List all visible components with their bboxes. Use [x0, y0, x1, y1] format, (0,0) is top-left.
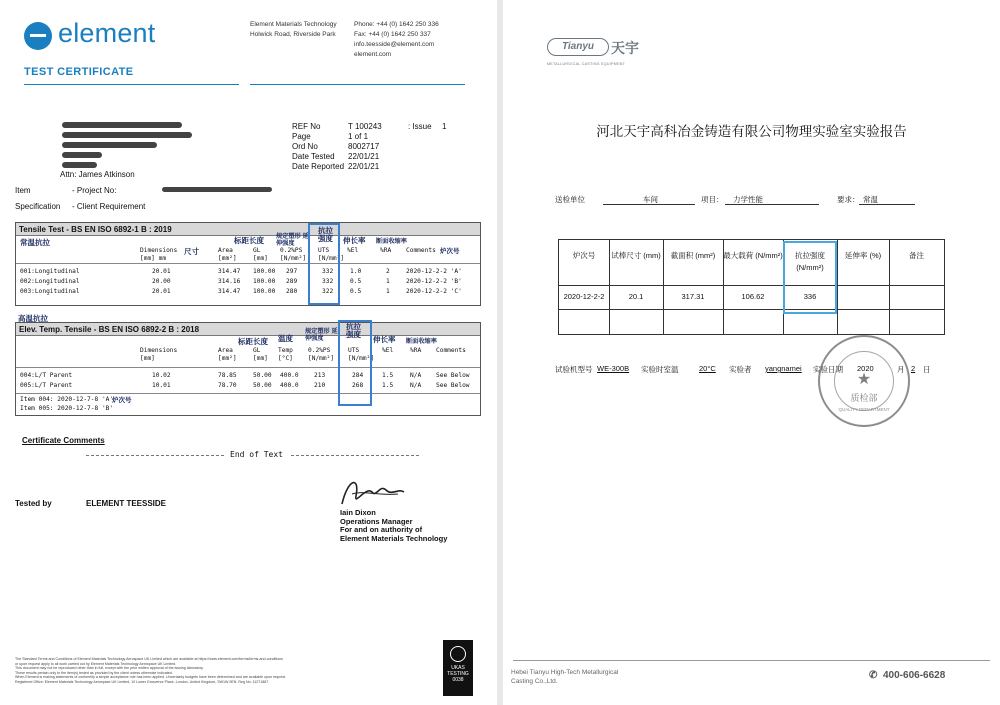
- table-header: 最大载荷 (N/mm²): [723, 251, 783, 260]
- table-cell: 314.47: [218, 268, 241, 275]
- table-cell: 297: [286, 268, 298, 275]
- phone-icon: ✆: [869, 670, 878, 681]
- tianyu-footer-phone: 400-606-6628: [883, 670, 946, 681]
- address-line: Element Materials Technology: [250, 21, 337, 28]
- ukas-text: TESTING: [447, 671, 469, 677]
- table-cell: 317.31: [681, 292, 705, 301]
- ref-label: Date Tested: [292, 152, 335, 161]
- column-header: 0.2%PS: [308, 347, 331, 354]
- stamp-text: 质检部: [850, 393, 878, 403]
- column-unit: [mm]: [140, 355, 155, 362]
- spec-value: - Client Requirement: [72, 202, 146, 211]
- end-of-text: End of Text: [224, 450, 289, 459]
- stamp-text: QUALITY DEPARTMENT: [838, 407, 890, 412]
- signatory-line: For and on authority of: [340, 525, 423, 534]
- cjk-header: 抗拉 强度: [346, 322, 361, 339]
- table-cell: 322: [322, 288, 334, 295]
- sender-value: 车间: [643, 195, 658, 204]
- table-cell: 20.01: [152, 268, 171, 275]
- signatory-line: Operations Manager: [340, 516, 413, 526]
- sender-label: 送检单位: [555, 195, 585, 204]
- table-cell: 210: [314, 382, 326, 389]
- table-cell: 100.00: [253, 288, 276, 295]
- footer-line: or upon request apply to all work carried out by Element Materials Technology Aerospace UK Limited.: [15, 661, 177, 666]
- contact-line: Fax: +44 (0) 1642 250 337: [354, 31, 431, 38]
- ref-values: [348, 122, 382, 172]
- company-contact: [354, 20, 439, 60]
- project-value: 力学性能: [733, 195, 763, 204]
- table-cell: N/A: [410, 382, 422, 389]
- issue-value: 1: [442, 122, 447, 131]
- redacted-project: [162, 187, 272, 192]
- tested-by-value: ELEMENT TEESSIDE: [86, 499, 167, 508]
- table-cell: 2: [386, 268, 390, 275]
- item-note: Item 004: 2020-12-7-8 'A': [20, 396, 114, 403]
- column-header: Dimensions: [140, 347, 178, 354]
- report-title: 河北天宇高科冶金铸造有限公司物理实验室实验报告: [596, 124, 907, 139]
- table-cell: 001:Longitudinal: [20, 268, 80, 275]
- ref-label: Page: [292, 132, 311, 141]
- table-cell: 400.0: [280, 372, 299, 379]
- temp-value: 20°C: [699, 364, 716, 373]
- signatory-line: Iain Dixon: [340, 508, 376, 517]
- certificate-title: TEST CERTIFICATE: [24, 66, 134, 78]
- table-cell: 2020-12-2-2 'C': [406, 288, 462, 295]
- redacted-address: [62, 122, 202, 168]
- ref-value: 1 of 1: [348, 132, 369, 141]
- ref-labels: [292, 122, 344, 172]
- column-header: Comments: [436, 347, 466, 354]
- column-header: Temp: [278, 347, 293, 354]
- cjk-header: 规定塑形 延伸强度: [276, 233, 309, 247]
- tester-value: yangnamei: [765, 364, 802, 373]
- element-test-certificate: [0, 0, 497, 705]
- table-cell: 1.0: [350, 268, 362, 275]
- date-value: 2020: [857, 364, 874, 373]
- address-line: Holwick Road, Riverside Park: [250, 31, 336, 38]
- tensile-table: [15, 222, 481, 306]
- attn: Attn: James Atkinson: [60, 170, 135, 179]
- table-cell: 1.5: [382, 372, 394, 379]
- column-unit: [mm²]: [218, 255, 237, 262]
- cjk-note: 炉次号: [112, 397, 132, 404]
- date-day: 2: [911, 364, 916, 373]
- table-cell: 0.5: [350, 278, 362, 285]
- element-logo-text: element: [58, 18, 156, 48]
- cjk-header: 温度: [278, 334, 293, 343]
- cjk-header: 伸长率: [373, 335, 396, 344]
- table-cell: 314.47: [218, 288, 241, 295]
- table-cell: 005:L/T Parent: [20, 382, 73, 389]
- elevated-temp-table: [15, 322, 481, 416]
- table-cell: 268: [352, 382, 364, 389]
- table-cell: 78.70: [218, 382, 237, 389]
- column-unit: [mm²]: [218, 355, 237, 362]
- signatory-line: Element Materials Technology: [340, 533, 448, 543]
- footer-line: When Element is making statements of conformity a simple acceptance rule has been applied. Uncertainty budgets have been determined and are available upon request.: [15, 675, 287, 680]
- column-header: Comments: [406, 247, 436, 254]
- table-header: 试棒尺寸 (mm): [611, 251, 661, 260]
- footer-company-line: Casting Co.,Ltd.: [511, 678, 558, 685]
- item-value: - Project No:: [72, 186, 117, 195]
- table-header: 延伸率 (%): [844, 251, 882, 260]
- column-header: Area: [218, 247, 233, 254]
- column-unit: [mm]: [253, 255, 268, 262]
- table-cell: N/A: [410, 372, 422, 379]
- elevated-table-title: Elev. Temp. Tensile - BS EN ISO 6892-2 B : 2018: [16, 323, 480, 336]
- table-cell: 289: [286, 278, 298, 285]
- cjk-header: 标距长度: [238, 337, 268, 346]
- table-cell: 284: [352, 372, 364, 379]
- ukas-text: 0038: [452, 677, 464, 683]
- cjk-header: 伸长率: [343, 236, 366, 245]
- footer-company-line: Hebei Tianyu High-Tech Metallurgical: [511, 669, 619, 676]
- cjk-header: 断面收缩率: [376, 238, 407, 245]
- header-divider: [250, 84, 465, 85]
- ref-label: Ord No: [292, 142, 318, 151]
- column-header: UTS: [348, 347, 360, 354]
- issue-label: : Issue: [408, 122, 432, 131]
- ref-value: 8002717: [348, 142, 380, 151]
- table-cell: 213: [314, 372, 326, 379]
- ref-label: REF No: [292, 122, 321, 131]
- table-cell: 0.5: [350, 288, 362, 295]
- cjk-header: 标距长度: [234, 236, 264, 245]
- element-logo-icon: [24, 22, 52, 50]
- requirement-value: 常温: [863, 195, 878, 204]
- cjk-header: 尺寸: [184, 247, 199, 256]
- temp-label: 实验时室温: [641, 365, 679, 374]
- column-unit: [mm] mm: [140, 255, 167, 262]
- footer-line: These results pertain only to the item(s) tested as provided by the client unless otherwise indicated.: [15, 670, 173, 675]
- date-month-suffix: 月: [897, 365, 905, 374]
- table-cell: 1: [386, 288, 390, 295]
- table-cell: 003:Longitudinal: [20, 288, 80, 295]
- cjk-title: 常温抗拉: [20, 238, 50, 247]
- tianyu-lab-report: [503, 0, 1000, 705]
- column-header: GL: [253, 247, 261, 254]
- ref-value: T 100243: [348, 122, 382, 131]
- tianyu-logo-icon: Tianyu: [547, 38, 609, 56]
- table-cell: 10.02: [152, 372, 171, 379]
- contact-line: info.teesside@element.com: [354, 41, 435, 48]
- cjk-title: 高温抗拉: [18, 314, 48, 323]
- date-label: 实验日期: [813, 365, 843, 374]
- table-header: 截面积 (mm²): [670, 251, 716, 260]
- spec-label: Specification: [15, 202, 61, 211]
- table-cell: 100.00: [253, 268, 276, 275]
- signatory-block: [340, 509, 447, 543]
- table-cell: 106.62: [741, 292, 765, 301]
- item-label: Item: [15, 186, 31, 195]
- column-header: 0.2%PS: [280, 247, 303, 254]
- footer-line: Registered Office: Element Materials Technology Aerospace UK Limited, 10 Lower Grosvenor Place, London, United Kingdom, SW1W 0EN. Reg No: 11271887: [15, 679, 269, 684]
- cjk-header: 断面收缩率: [406, 338, 437, 345]
- legal-footer: [15, 657, 360, 685]
- uts-highlight-box: [338, 320, 375, 406]
- table-cell: 2020-12-2-2: [563, 292, 605, 301]
- footer-line: The Standard Terms and Conditions of Element Materials Technology Aerospace UK Limited which are available at https://www.element.com/terms/terms-and-conditions: [15, 657, 283, 661]
- tensile-table-title: Tensile Test - BS EN ISO 6892-1 B : 2019: [16, 223, 480, 236]
- company-address: [250, 20, 337, 40]
- table-cell: 332: [322, 268, 334, 275]
- table-cell: 400.0: [280, 382, 299, 389]
- signature-image: [338, 474, 408, 510]
- cjk-header: 炉次号: [440, 248, 460, 255]
- table-cell: 314.16: [218, 278, 241, 285]
- table-cell: 336: [803, 292, 817, 301]
- project-label: 项目：: [701, 195, 724, 204]
- requirement-label: 要求：: [837, 195, 860, 204]
- footer-line: This document may not be reproduced other than in full, except with the prior written approval of the issuing laboratory.: [15, 666, 204, 671]
- table-cell: See Below: [436, 382, 470, 389]
- machine-value: WE-300B: [597, 364, 630, 373]
- contact-line: element.com: [354, 51, 392, 58]
- column-header: Dimensions: [140, 247, 178, 254]
- column-header: %El: [347, 247, 359, 254]
- tianyu-logo-cn: 天宇: [611, 40, 639, 56]
- item-note: Item 005: 2020-12-7-8 'B': [20, 405, 114, 412]
- certificate-comments-heading: Certificate Comments: [22, 436, 105, 445]
- column-header: GL: [253, 347, 261, 354]
- column-header: %El: [382, 347, 394, 354]
- table-cell: 78.85: [218, 372, 237, 379]
- table-cell: 20.00: [152, 278, 171, 285]
- column-unit: [mm]: [253, 355, 268, 362]
- table-cell: 2020-12-2-2 'B': [406, 278, 462, 285]
- table-header: 炉次号: [572, 251, 596, 260]
- tianyu-footer-company: [511, 668, 618, 686]
- table-cell: 10.01: [152, 382, 171, 389]
- table-cell: 100.00: [253, 278, 276, 285]
- table-cell: 20.1: [628, 292, 644, 301]
- ref-label: Date Reported: [292, 162, 345, 171]
- lab-result-table: [558, 239, 945, 335]
- column-unit: [N/mm²]: [308, 355, 335, 362]
- cjk-header: 规定塑形 延伸强度: [305, 328, 338, 342]
- table-cell: 50.00: [253, 382, 272, 389]
- uts-highlight-box: [783, 241, 837, 314]
- column-header: Area: [218, 347, 233, 354]
- column-header: UTS: [318, 247, 330, 254]
- quality-department-stamp-icon: ★ 质检部 QUALITY DEPARTMENT: [818, 335, 910, 427]
- tester-label: 实验者: [729, 365, 752, 374]
- title-divider: [24, 84, 239, 85]
- ref-value: 22/01/21: [348, 162, 380, 171]
- column-unit: [N/mm²]: [280, 255, 307, 262]
- date-day-suffix: 日: [923, 365, 931, 374]
- column-header: %RA: [410, 347, 422, 354]
- table-cell: 280: [286, 288, 298, 295]
- contact-line: Phone: +44 (0) 1642 250 336: [354, 21, 439, 28]
- machine-label: 试验机型号: [555, 365, 593, 374]
- table-cell: 2020-12-2-2 'A': [406, 268, 462, 275]
- tianyu-logo-sub: METALLURGICAL CASTING EQUIPMENT: [547, 62, 626, 66]
- table-cell: 50.00: [253, 372, 272, 379]
- table-cell: See Below: [436, 372, 470, 379]
- table-cell: 002:Longitudinal: [20, 278, 80, 285]
- table-cell: 004:L/T Parent: [20, 372, 73, 379]
- table-cell: 332: [322, 278, 334, 285]
- table-header: 备注: [909, 251, 924, 260]
- cjk-header: 抗拉 强度: [318, 226, 333, 243]
- table-cell: 1.5: [382, 382, 394, 389]
- table-cell: 20.01: [152, 288, 171, 295]
- ref-value: 22/01/21: [348, 152, 380, 161]
- tested-by-label: Tested by: [15, 499, 52, 508]
- column-unit: [°C]: [278, 355, 293, 362]
- column-unit: [N/mm²]: [348, 355, 375, 362]
- ukas-badge-icon: [443, 640, 473, 696]
- ukas-text: UKAS: [451, 665, 465, 671]
- uts-highlight-box: [308, 223, 340, 305]
- table-cell: 1: [386, 278, 390, 285]
- column-header: %RA: [380, 247, 392, 254]
- table-header: 抗拉强度 (N/mm²): [795, 251, 825, 272]
- column-unit: [N/mm²]: [318, 255, 345, 262]
